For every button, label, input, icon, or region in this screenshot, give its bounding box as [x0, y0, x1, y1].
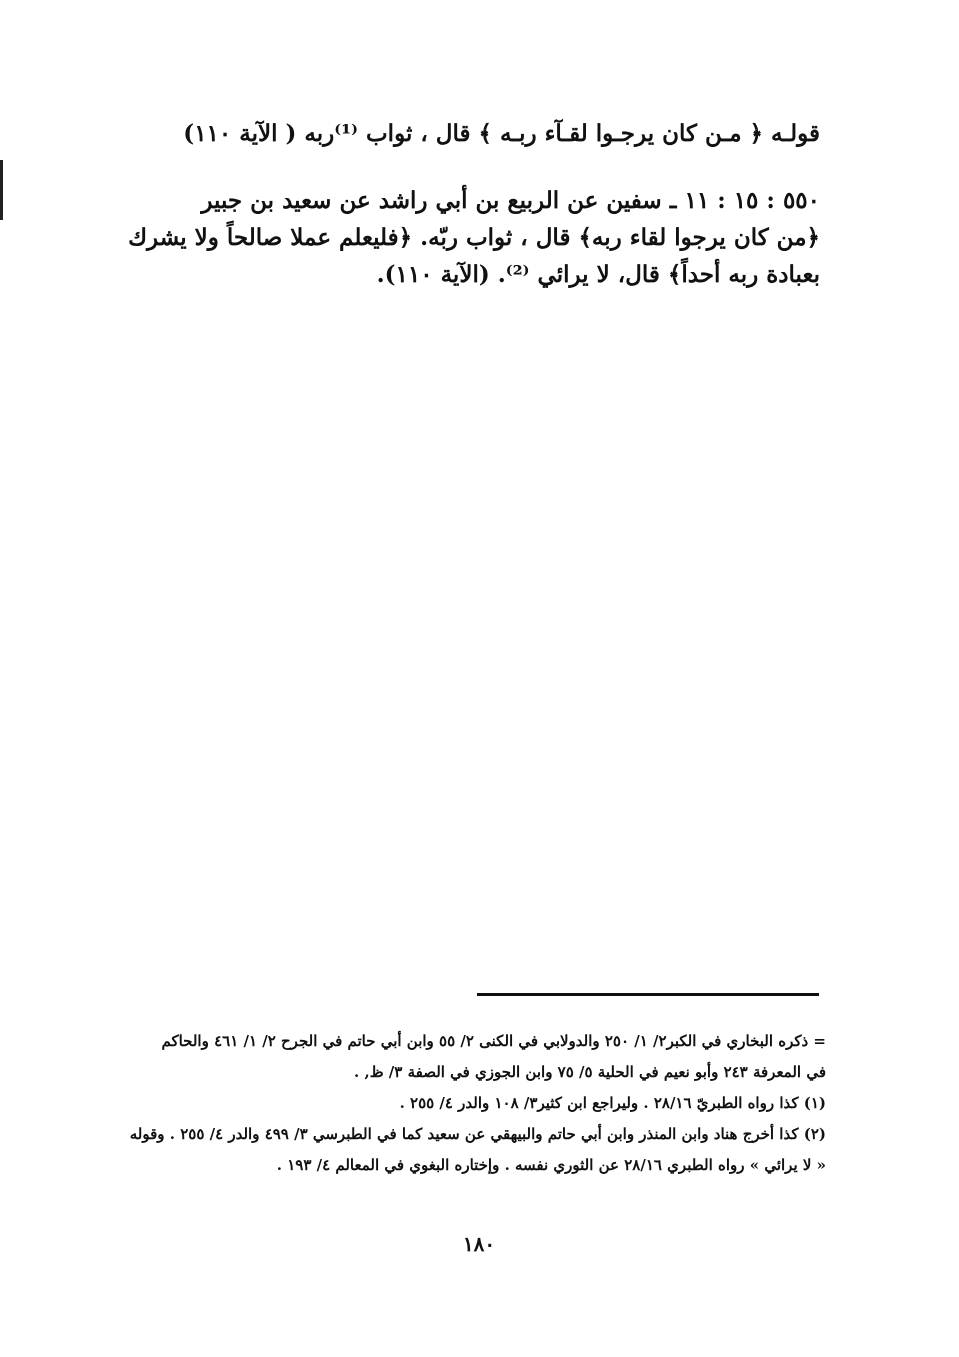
verse-heading-line: قولـه ﴿ مـن كان يرجـوا لقـآء ربـه ﴾ قال ، ثواب ⁽¹⁾ربه ( الآية ١١٠) [183, 120, 820, 147]
narration-line-2: ﴿من كان يرجوا لقاء ربه﴾ قال ، ثواب ربّه. ﴿فليعلم عملا صالحاً ولا يشرك [128, 224, 820, 251]
footnote-1: (١) كذا رواه الطبريّ ٢٨/١٦ . وليراجع ابن كثير٣/ ١٠٨ والدر ٤/ ٢٥٥ . [399, 1094, 826, 1112]
footnotes-block [128, 1026, 826, 1181]
narration-line-3: بعبادة ربه أحداً﴾ قال، لا يرائي ⁽²⁾. (الآية ١١٠). [376, 261, 820, 288]
verse-heading-block [128, 115, 820, 152]
footnote-2-line-2: « لا يرائي » رواه الطبري ٢٨/١٦ عن الثوري نفسه . وإختاره البغوي في المعالم ٤/ ١٩٣ . [276, 1156, 826, 1174]
narration-block [128, 182, 820, 293]
footnote-separator [477, 993, 819, 996]
footnote-2-line-1: (٢) كذا أخرج هناد وابن المنذر وابن أبي حاتم والبيهقي عن سعيد كما في الطبرسي ٣/ ٤٩٩ والدر ٤/ ٢٥٥ . وقوله [129, 1125, 826, 1143]
footnote-continuation-line-1: = ذكره البخاري في الكبر٢/ ١/ ٢٥٠ والدولابي في الكنى ٢/ ٥٥ وابن أبي حاتم في الجرح ٢/ ١/ ٤٦١ والحاكم [161, 1032, 826, 1050]
footnote-continuation-line-2: في المعرفة ٢٤٣ وأبو نعيم في الحلية ٥/ ٧٥ وابن الجوزي في الصفة ٣/ ظ, . [354, 1063, 826, 1081]
narration-line-1: ٥٥٠ : ١٥ : ١١ ـ سفين عن الربيع بن أبي راشد عن سعيد بن جبير [201, 187, 820, 214]
scan-edge-mark [0, 160, 3, 220]
page-number: ١٨٠ [462, 1232, 496, 1256]
